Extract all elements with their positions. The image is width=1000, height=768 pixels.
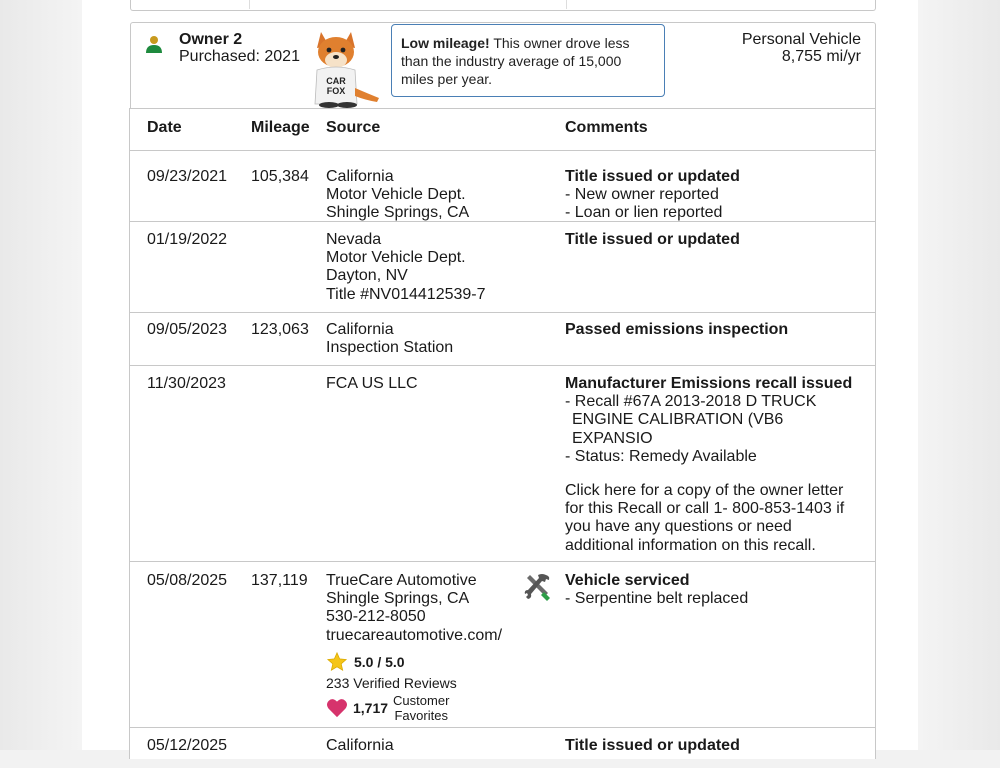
star-icon bbox=[326, 651, 348, 673]
row-date: 01/19/2022 bbox=[147, 231, 228, 248]
right-backdrop bbox=[918, 0, 1000, 750]
header-mileage: Mileage bbox=[251, 119, 310, 136]
row-source: TrueCare Automotive Shingle Springs, CA 530-212-8050 truecareautomotive.com/ 5.0 / 5.0 233 Verified Reviews 1,717 Customer Favorites bbox=[326, 572, 526, 723]
row-mileage: 123,063 bbox=[251, 321, 309, 338]
row-date: 05/12/2025 bbox=[147, 737, 228, 754]
low-mileage-callout bbox=[391, 24, 665, 97]
row-date: 05/08/2025 bbox=[147, 572, 228, 589]
previous-section-card bbox=[130, 0, 876, 11]
recall-letter-link[interactable]: Click here for a copy of the owner letter for this Recall or call 1- 800-853-1403 if you have any questions or need additional information on this recall. bbox=[565, 482, 845, 554]
customer-favorites: 1,717 Customer Favorites bbox=[326, 693, 526, 723]
callout-text: This owner drove less than the industry average of 15,000 miles per year. bbox=[401, 35, 630, 87]
row-comments: Passed emissions inspection bbox=[565, 321, 789, 338]
verified-reviews[interactable]: 233 Verified Reviews bbox=[326, 674, 457, 691]
row-mileage: 137,119 bbox=[251, 572, 308, 589]
row-date: 11/30/2023 bbox=[147, 375, 226, 392]
carfox-mascot-icon bbox=[303, 28, 383, 108]
row-source: California Motor Vehicle Dept. Shingle Springs, CA bbox=[326, 168, 470, 222]
row-source: California Inspection Station bbox=[326, 321, 454, 357]
row-mileage: 105,384 bbox=[251, 168, 309, 185]
table-row bbox=[130, 366, 875, 562]
table-row bbox=[130, 728, 875, 768]
heart-icon bbox=[326, 698, 348, 718]
row-comments: Vehicle serviced - Serpentine belt replaced bbox=[565, 572, 749, 608]
wrench-screwdriver-icon bbox=[522, 572, 552, 602]
header-date: Date bbox=[147, 119, 182, 136]
table-row bbox=[130, 151, 875, 222]
header-comments: Comments bbox=[565, 119, 648, 136]
header-source: Source bbox=[326, 119, 381, 136]
row-comments: Title issued or updated bbox=[565, 737, 740, 754]
table-row bbox=[130, 313, 875, 366]
history-table bbox=[129, 108, 876, 759]
owner-title: Owner 2 bbox=[179, 31, 243, 48]
owner-purchased: Purchased: 2021 bbox=[179, 48, 300, 65]
row-source: FCA US LLC bbox=[326, 375, 418, 392]
vehicle-use-type: Personal Vehicle bbox=[741, 31, 861, 48]
owner-person-icon bbox=[144, 34, 164, 54]
left-backdrop bbox=[0, 0, 82, 750]
row-date: 09/23/2021 bbox=[147, 168, 228, 185]
shop-rating: 5.0 / 5.0 bbox=[326, 651, 526, 673]
row-comments: Title issued or updated - New owner reported - Loan or lien reported bbox=[565, 168, 740, 222]
row-date: 09/05/2023 bbox=[147, 321, 228, 338]
table-header bbox=[130, 109, 875, 151]
svg-text:CAR: CAR bbox=[326, 76, 346, 86]
shop-website-link[interactable]: truecareautomotive.com/ bbox=[326, 626, 503, 644]
svg-text:FOX: FOX bbox=[326, 86, 346, 96]
row-comments: Title issued or updated bbox=[565, 231, 740, 248]
annual-mileage: 8,755 mi/yr bbox=[781, 48, 861, 65]
row-comments: Manufacturer Emissions recall issued - Recall #67A 2013-2018 D TRUCK ENGINE CALIBRATION (VB6 EXPANSIO - Status: Remedy Available Click here for a copy of the owner letter for this Recall or call 1- 800-853-1403 if you have any questions or need additional information on this recall. bbox=[565, 375, 865, 555]
table-row bbox=[130, 562, 875, 728]
row-source: California bbox=[326, 737, 394, 754]
callout-highlight: Low mileage! bbox=[401, 35, 490, 51]
row-source: Nevada Motor Vehicle Dept. Dayton, NV Title #NV014412539-7 bbox=[326, 231, 486, 303]
table-row bbox=[130, 222, 875, 313]
